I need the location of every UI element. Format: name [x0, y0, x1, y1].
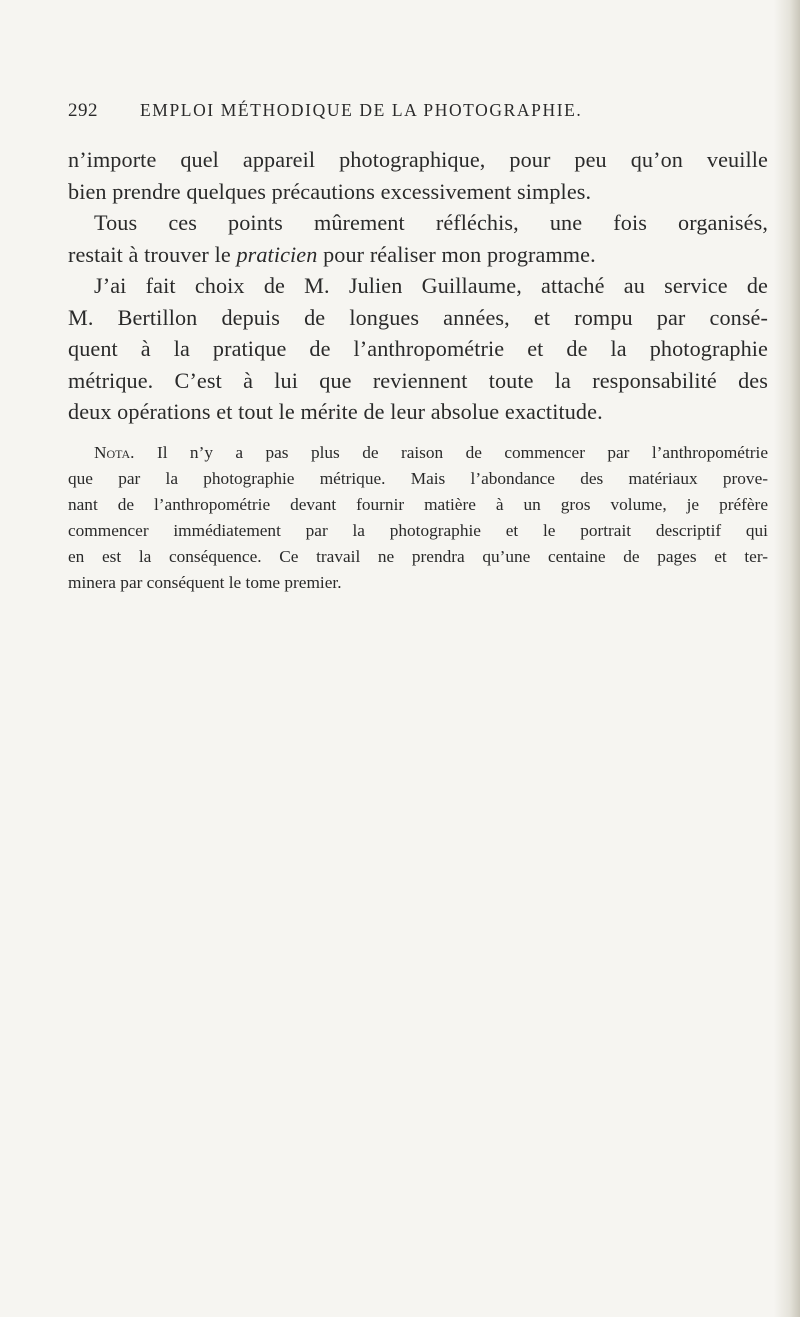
body-line: J’ai fait choix de M. Julien Guillaume, attaché au service de: [94, 273, 768, 298]
note-line: [68, 440, 768, 466]
body-line: deux opérations et tout le mérite de leur absolue exactitude.: [68, 399, 603, 424]
body-line: métrique. C’est à lui que reviennent toute la responsabilité des: [68, 367, 768, 393]
body-line: M. Bertillon depuis de longues années, et rompu par consé-: [68, 304, 768, 330]
main-paragraphs: [68, 144, 768, 428]
body-text-run: restait à trouver le: [68, 241, 237, 267]
note-text-run: Il n’y a pas plus de raison de commencer par l’anthropométrie: [134, 442, 768, 462]
note-line: minera par conséquent le tome premier.: [68, 572, 342, 592]
body-line: [68, 239, 768, 271]
body-line: bien prendre quelques précautions excessivement simples.: [68, 178, 592, 204]
note-label: Nota.: [94, 442, 135, 462]
book-page: [68, 100, 768, 596]
footnote: [68, 440, 768, 596]
note-line: que par la photographie métrique. Mais l’abondance des matériaux prove-: [68, 468, 768, 488]
body-line: n’importe quel appareil photographique, pour peu qu’on veuille: [68, 147, 768, 172]
body-line: quent à la pratique de l’anthropométrie et de la photographie: [68, 336, 768, 361]
body-line: Tous ces points mûrement réfléchis, une fois organisés,: [94, 210, 768, 235]
note-line: nant de l’anthropométrie devant fournir matière à un gros volume, je préfère: [68, 494, 768, 514]
running-head: [68, 100, 768, 130]
note-line: en est la conséquence. Ce travail ne prendra qu’une centaine de pages et ter-: [68, 546, 768, 566]
running-title: EMPLOI MÉTHODIQUE DE LA PHOTOGRAPHIE.: [140, 100, 583, 120]
body-text-run: pour réaliser mon programme.: [317, 241, 596, 267]
note-line: commencer immédiatement par la photographie et le portrait descriptif qui: [68, 520, 768, 540]
page-edge-shadow: [774, 0, 800, 1317]
italic-word: praticien: [236, 241, 318, 267]
page-number: 292: [68, 100, 98, 121]
